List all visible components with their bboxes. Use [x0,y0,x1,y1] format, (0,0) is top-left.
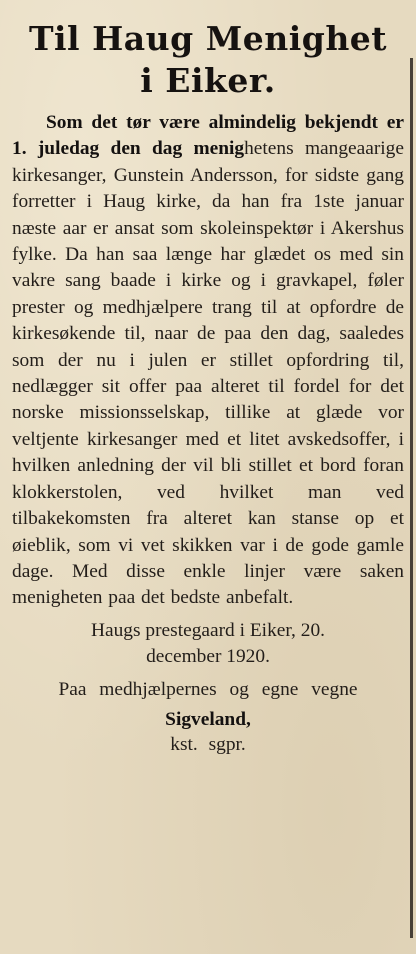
signature-title: kst. sgpr. [170,733,246,755]
dateline [12,618,404,671]
title-line-2: i Eiker. [140,61,276,100]
dateline-date: december 1920. [146,646,270,668]
article-title [12,18,404,102]
article-body-rest: hetens mangeaarige kirkesanger, Gunstein Andersson, for sidste gang forretter i Haug kirke, da han fra 1ste januar næste aar er ansat som skoleinspektør i Akershus fylke. Da han saa længe har glædet os med sin vakre sang baade i kirke og i gravkapel, føler prester og medhjælpere trang til at opfordre de kirkesøkende til, naar de paa den dag, saaledes som der nu i julen er stillet opfordring til, nedlægger sit offer paa alteret til fordel for det norske missionsselskap, tillike at glæde vor veltjente kirkesanger med et litet avskedsoffer, i hvilken anledning der vil bli stillet et bord foran klokkerstolen, ved hvilket man ved tilbakekomsten fra alteret kan stanse op et øieblik, som vi vet skikken var i de gode gamle dage. Med disse enkle linjer være saken menigheten paa det bedste anbefalt. [12,138,404,609]
signature-name: Sigveland, [165,708,251,730]
article-body [12,110,404,612]
article-lead: Som det tør være almindelig bekjendt er 1. juledag den dag menig [12,112,404,160]
on-behalf-line: Paa medhjælpernes og egne vegne [58,678,358,700]
title-line-1: Til Haug Menighet [28,19,388,58]
article [12,18,404,757]
column-rule [410,58,413,938]
dateline-place: Haugs prestegaard i Eiker, 20. [91,619,325,641]
